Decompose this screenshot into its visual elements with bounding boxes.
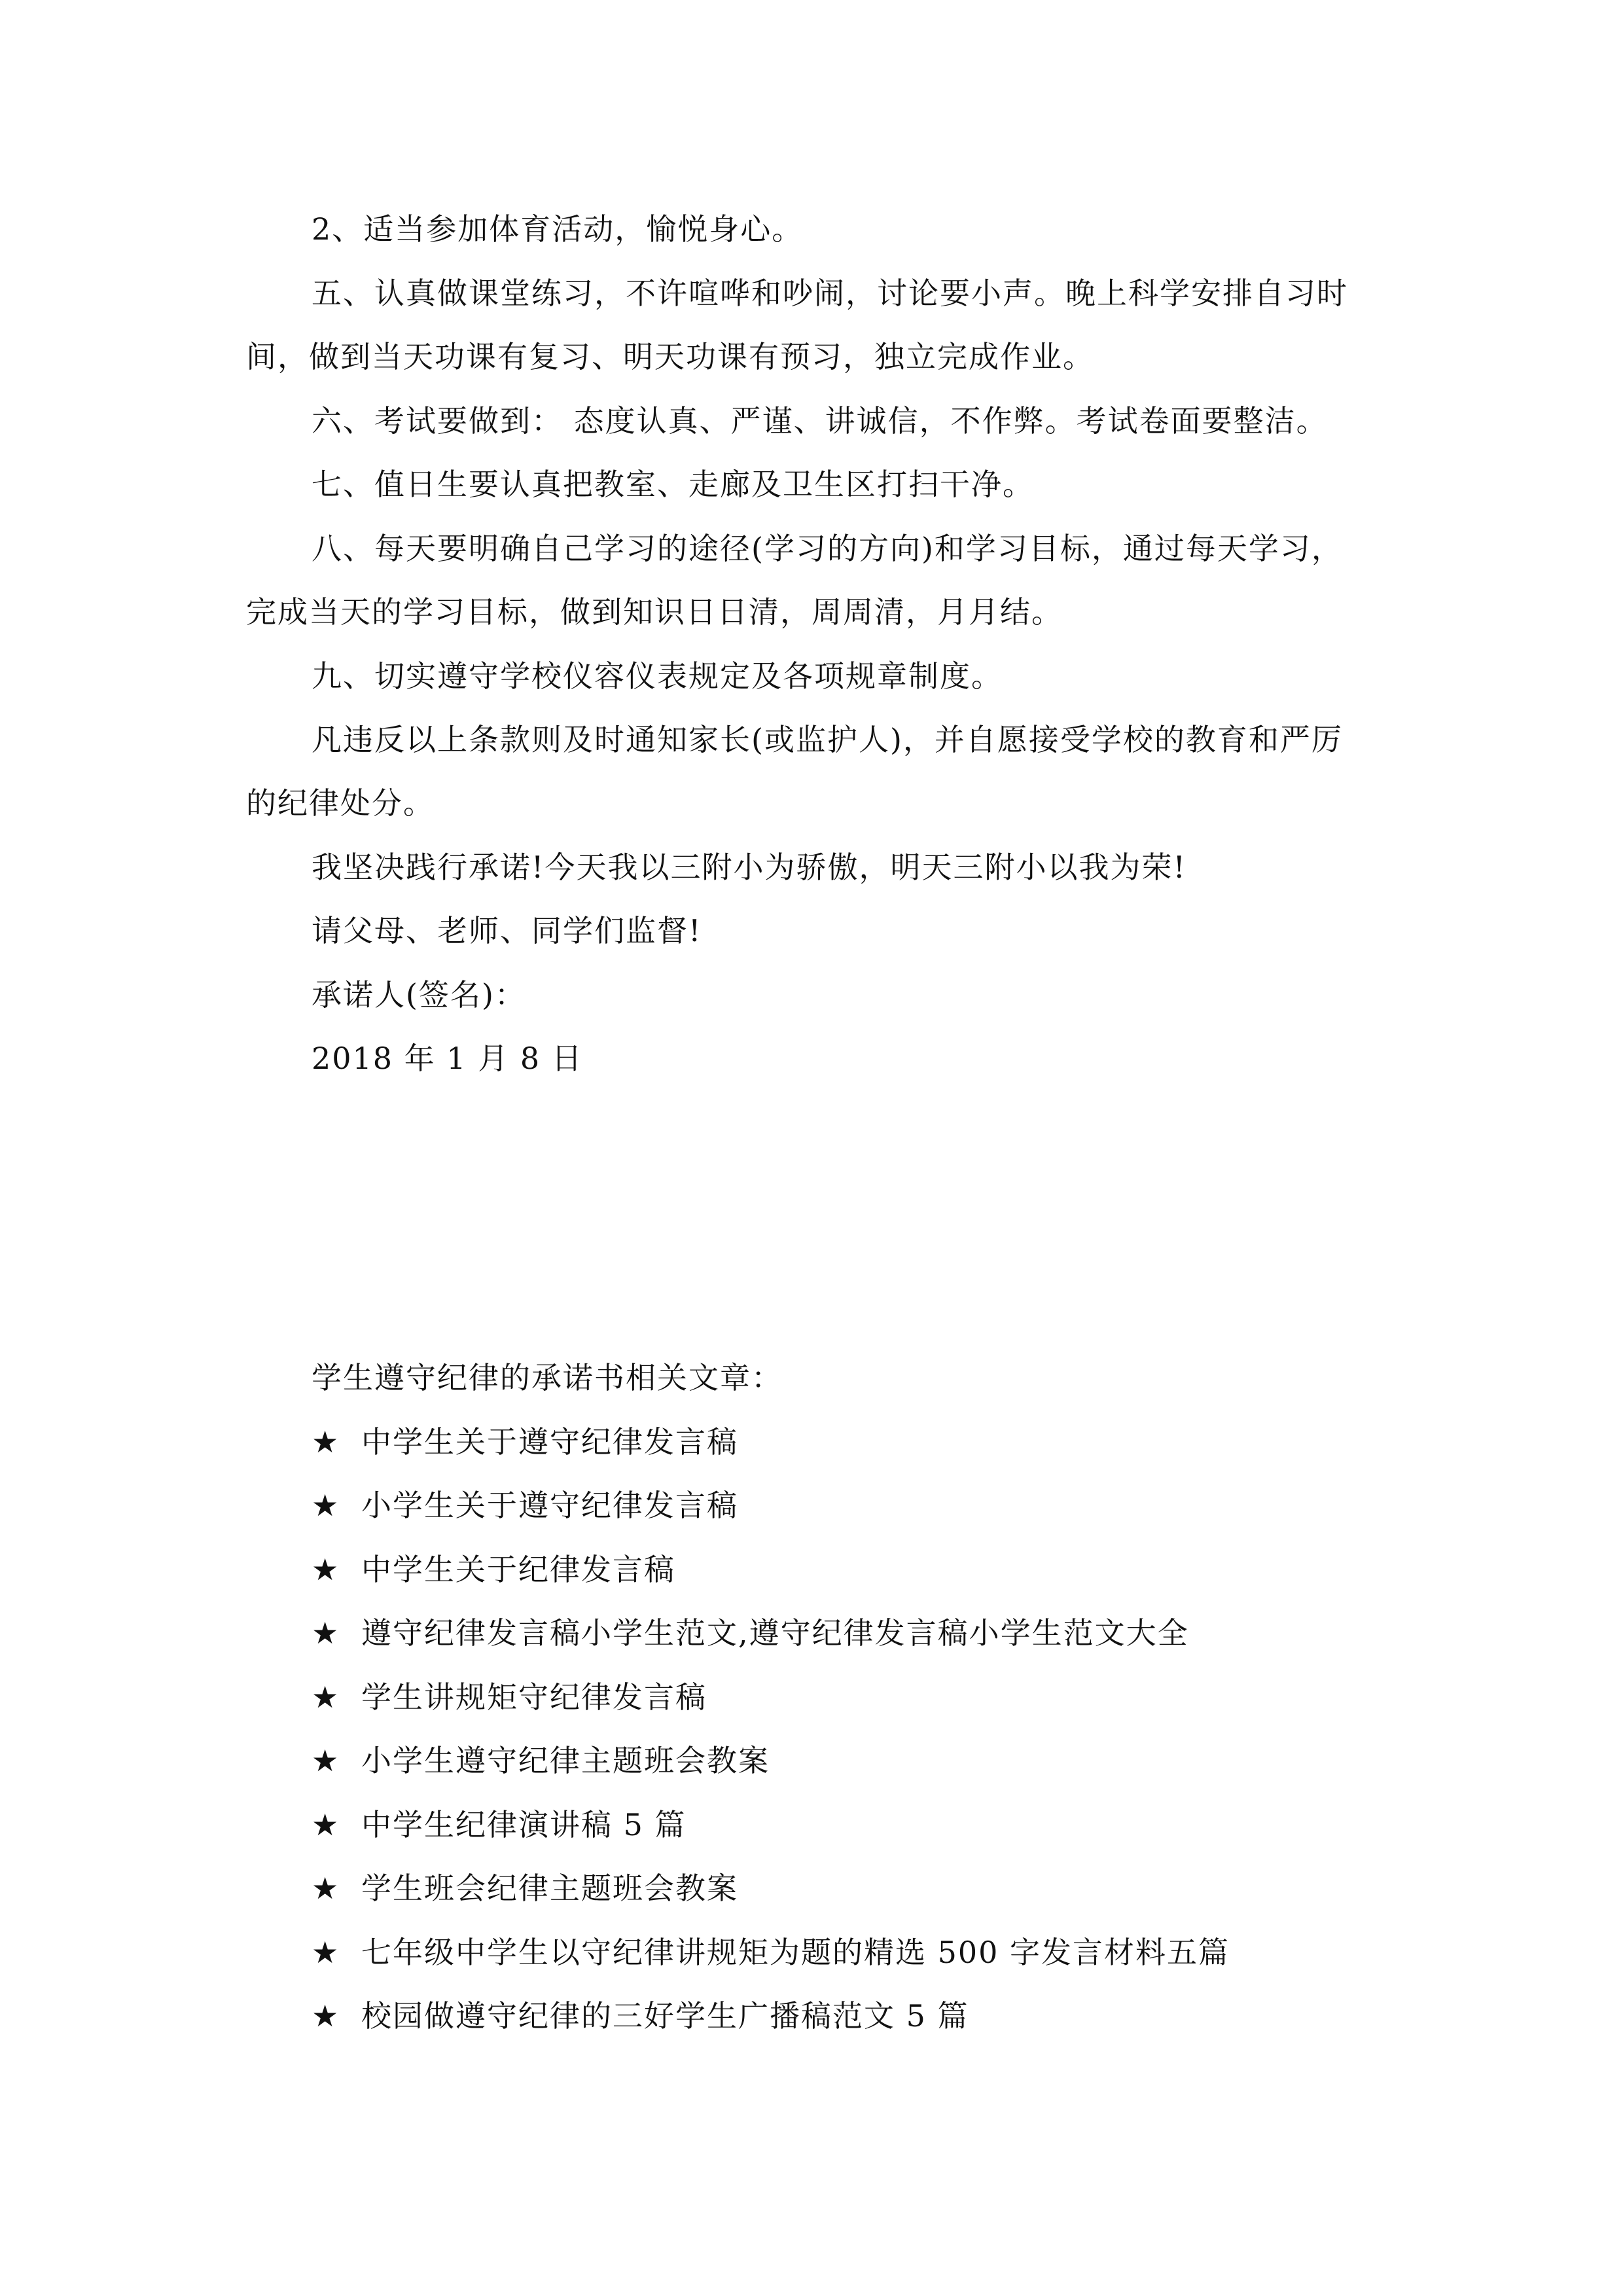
star-icon: ★: [312, 1807, 340, 1842]
star-icon: ★: [312, 1743, 340, 1778]
related-link[interactable]: [312, 1677, 707, 1717]
related-link-label: 中学生纪律演讲稿 5 篇: [361, 1807, 687, 1842]
related-link-label: 遵守纪律发言稿小学生范文,遵守纪律发言稿小学生范文大全: [361, 1615, 1189, 1651]
related-link[interactable]: [312, 1550, 675, 1589]
related-link-label: 学生讲规矩守纪律发言稿: [361, 1679, 707, 1715]
paragraph-line: 七、值日生要认真把教室、走廊及卫生区打扫干净。: [312, 467, 1034, 502]
paragraph-line: 六、考试要做到： 态度认真、严谨、讲诚信，不作弊。考试卷面要整洁。: [312, 403, 1328, 439]
paragraph-line: 我坚决践行承诺!今天我以三附小为骄傲，明天三附小以我为荣!: [312, 850, 1186, 885]
paragraph-line: 请父母、老师、同学们监督!: [312, 913, 702, 948]
related-link[interactable]: [312, 1805, 687, 1844]
signature-label: 承诺人(签名)：: [312, 977, 526, 1013]
paragraph-line: 2、适当参加体育活动，愉悦身心。: [312, 211, 804, 247]
star-icon: ★: [312, 1615, 340, 1651]
related-link[interactable]: [312, 1869, 738, 1908]
related-link-label: 小学生关于遵守纪律发言稿: [361, 1488, 738, 1523]
paragraph-line: 完成当天的学习目标，做到知识日日清，周周清，月月结。: [246, 594, 1063, 630]
star-icon: ★: [312, 1552, 340, 1587]
related-link-label: 校园做遵守纪律的三好学生广播稿范文 5 篇: [361, 1998, 969, 2034]
related-link[interactable]: [312, 1933, 1230, 1972]
paragraph-line: 九、切实遵守学校仪容仪表规定及各项规章制度。: [312, 658, 1003, 694]
paragraph-line: 间，做到当天功课有复习、明天功课有预习，独立完成作业。: [246, 339, 1094, 374]
paragraph-line: 的纪律处分。: [246, 785, 435, 821]
date-line: 2018 年 1 月 8 日: [312, 1041, 583, 1076]
related-link-label: 中学生关于遵守纪律发言稿: [361, 1424, 738, 1460]
star-icon: ★: [312, 1488, 340, 1523]
paragraph-line: 五、认真做课堂练习，不许喧哗和吵闹，讨论要小声。晚上科学安排自习时: [312, 276, 1348, 311]
star-icon: ★: [312, 1935, 340, 1970]
star-icon: ★: [312, 1679, 340, 1715]
paragraph-line: 凡违反以上条款则及时通知家长(或监护人)，并自愿接受学校的教育和严厉: [312, 722, 1343, 757]
star-icon: ★: [312, 1998, 340, 2034]
star-icon: ★: [312, 1871, 340, 1906]
related-link-label: 小学生遵守纪律主题班会教案: [361, 1743, 770, 1778]
related-link[interactable]: [312, 1613, 1189, 1653]
related-link[interactable]: [312, 1486, 738, 1525]
related-link[interactable]: [312, 1422, 738, 1462]
star-icon: ★: [312, 1424, 340, 1460]
related-link[interactable]: [312, 1996, 969, 2036]
related-link-label: 中学生关于纪律发言稿: [361, 1552, 675, 1587]
related-heading: 学生遵守纪律的承诺书相关文章：: [312, 1360, 783, 1395]
related-link-label: 七年级中学生以守纪律讲规矩为题的精选 500 字发言材料五篇: [361, 1935, 1230, 1970]
paragraph-line: 八、每天要明确自己学习的途径(学习的方向)和学习目标，通过每天学习，: [312, 531, 1343, 566]
related-link-label: 学生班会纪律主题班会教案: [361, 1871, 738, 1906]
related-link[interactable]: [312, 1741, 770, 1780]
